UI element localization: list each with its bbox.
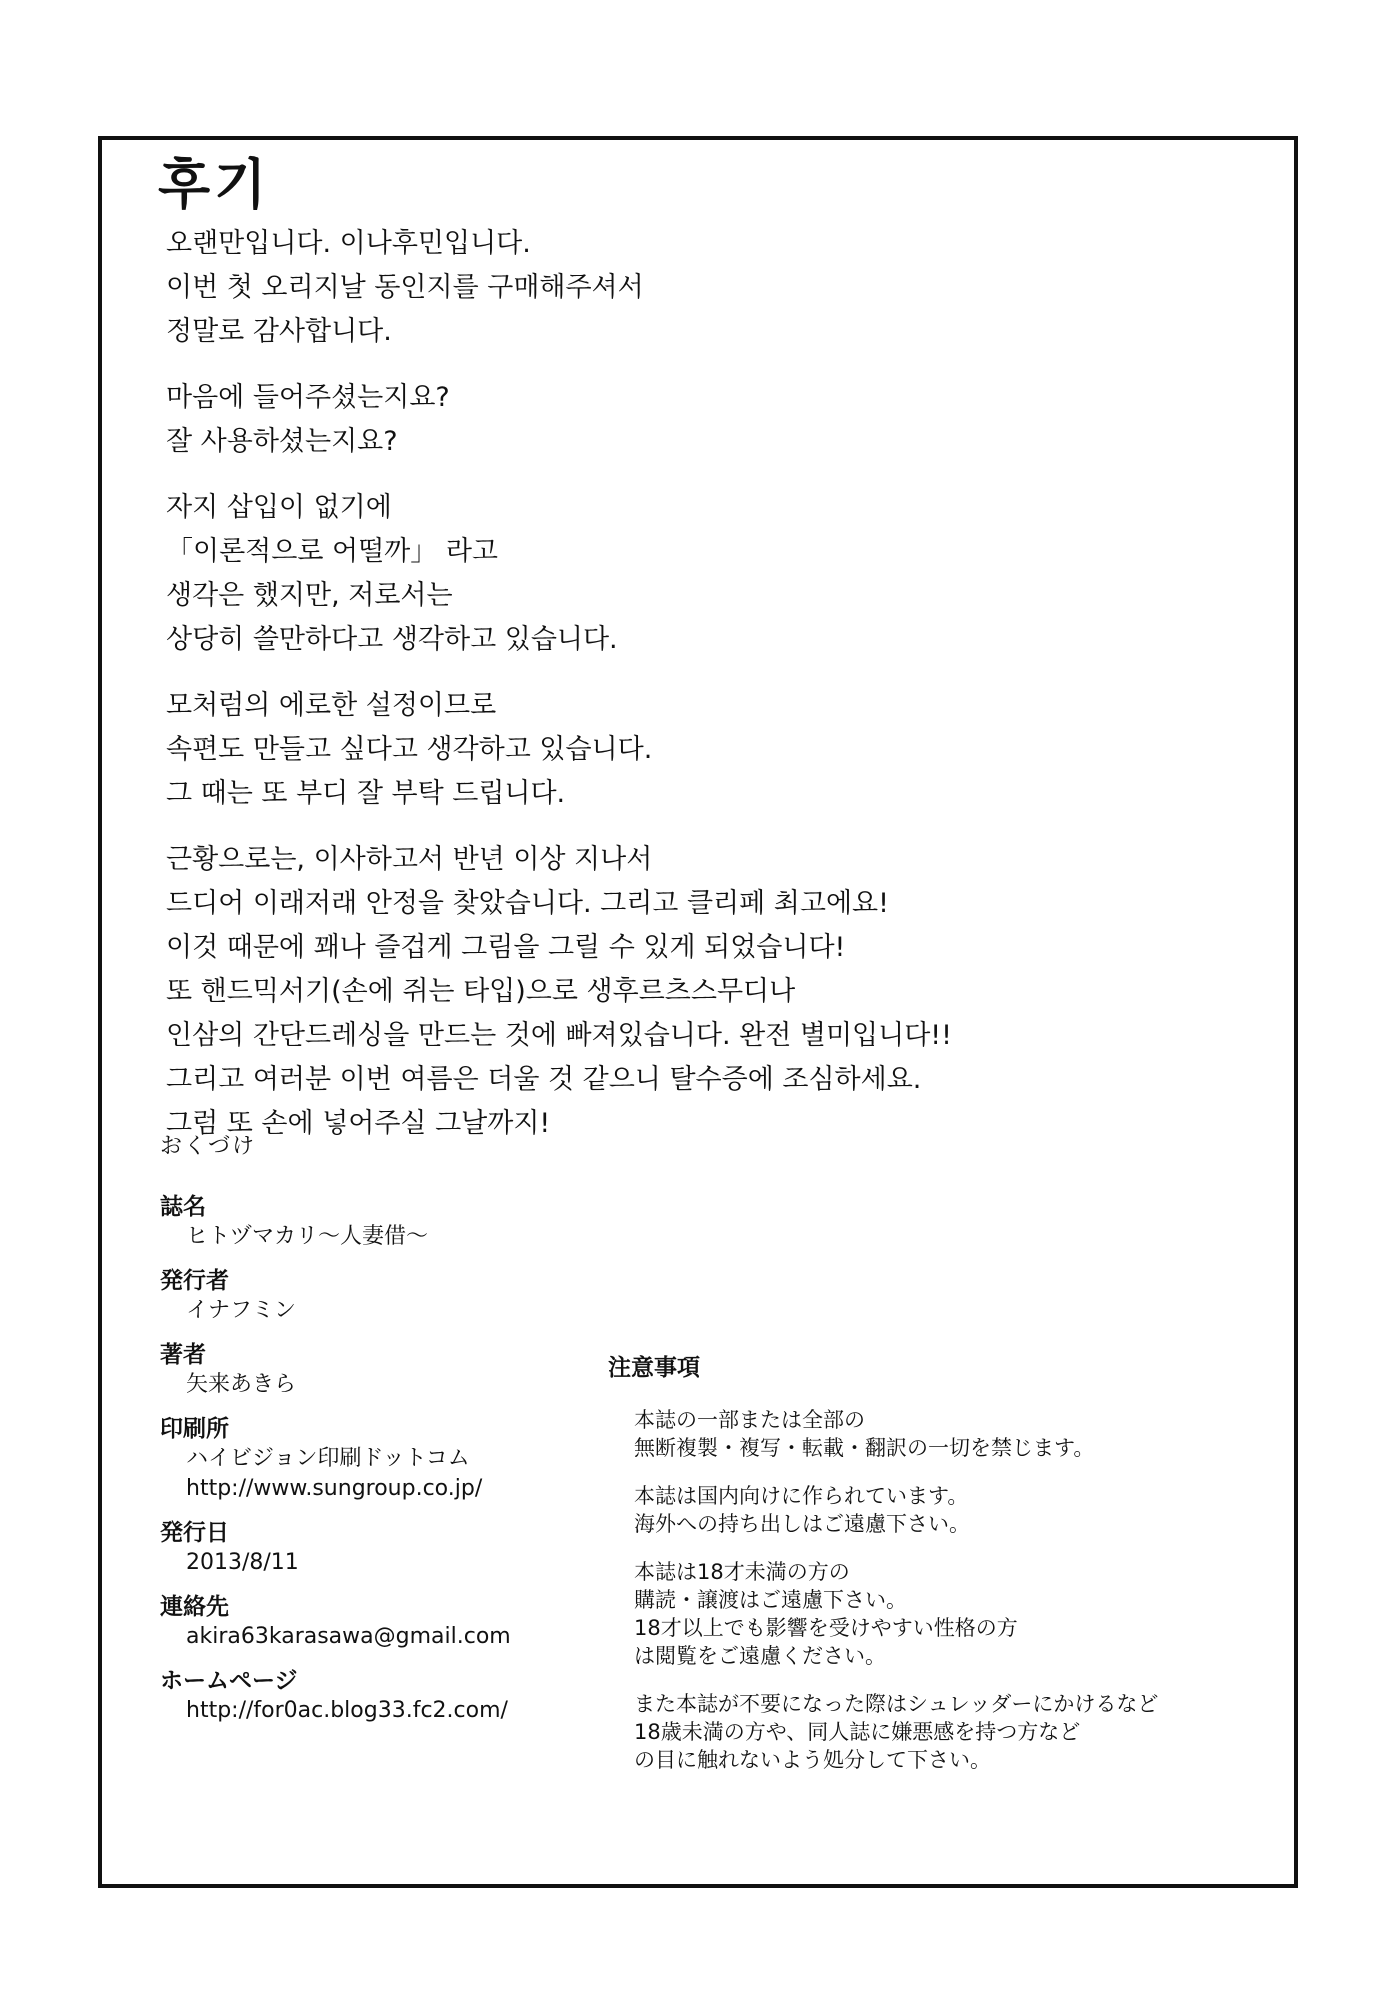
afterword-line: 인삼의 간단드레싱을 만드는 것에 빠져있습니다. 완전 별미입니다!! <box>166 1020 952 1051</box>
notice-line: 本誌は国内向けに作られています。 <box>634 1484 969 1508</box>
afterword-title: 후기 <box>158 153 271 216</box>
colophon-entry-title <box>160 1192 580 1252</box>
entry-label: 発行者 <box>160 1268 229 1294</box>
notice-line: また本誌が不要になった際はシュレッダーにかけるなど <box>634 1692 1159 1716</box>
afterword-paragraph <box>166 376 1266 464</box>
colophon <box>160 1132 580 1740</box>
notice-line: 本誌は18才未満の方の <box>634 1560 850 1584</box>
afterword-line: 드디어 이래저래 안정을 찾았습니다. 그리고 클리페 최고에요! <box>166 888 889 919</box>
notice-line: は閲覧をご遠慮ください。 <box>634 1644 886 1668</box>
afterword-line: 모처럼의 에로한 설정이므로 <box>166 690 497 721</box>
afterword-line: 「이론적으로 어떨까」 라고 <box>166 536 498 567</box>
colophon-entry-date <box>160 1518 580 1578</box>
notice-line: 本誌の一部または全部の <box>634 1408 865 1432</box>
entry-label: ホームページ <box>160 1668 298 1694</box>
afterword-line: 그럼 또 손에 넣어주실 그날까지! <box>166 1108 551 1139</box>
notice-block <box>608 1482 1288 1538</box>
entry-value: ハイビジョン印刷ドットコム <box>186 1446 470 1471</box>
colophon-entry-homepage <box>160 1666 580 1726</box>
afterword-line: 그 때는 또 부디 잘 부탁 드립니다. <box>166 778 566 809</box>
afterword-paragraph <box>166 838 1266 1146</box>
notice-line: 18歳未満の方や、同人誌に嫌悪感を持つ方など <box>634 1720 1081 1744</box>
entry-value: 2013/8/11 <box>186 1550 299 1575</box>
notice-line: 購読・譲渡はご遠慮下さい。 <box>634 1588 907 1612</box>
entry-value: イナフミン <box>186 1298 297 1323</box>
afterword-line: 그리고 여러분 이번 여름은 더울 것 같으니 탈수증에 조심하세요. <box>166 1064 922 1095</box>
colophon-entry-contact <box>160 1592 580 1652</box>
colophon-entry-publisher <box>160 1266 580 1326</box>
afterword-paragraph <box>166 486 1266 662</box>
notice-block <box>608 1690 1288 1774</box>
colophon-entry-printer <box>160 1414 580 1504</box>
entry-label: 発行日 <box>160 1520 229 1546</box>
entry-label: 誌名 <box>160 1194 206 1220</box>
notice-section <box>608 1352 1288 1794</box>
afterword-line: 이것 때문에 꽤나 즐겁게 그림을 그릴 수 있게 되었습니다! <box>166 932 846 963</box>
entry-value: 矢来あきら <box>186 1372 297 1397</box>
notice-line: 18才以上でも影響を受けやすい性格の方 <box>634 1616 1018 1640</box>
entry-label: 連絡先 <box>160 1594 229 1620</box>
printer-url: http://www.sungroup.co.jp/ <box>186 1476 483 1501</box>
afterword-line: 자지 삽입이 없기에 <box>166 492 392 523</box>
colophon-entry-author <box>160 1340 580 1400</box>
afterword-line: 마음에 들어주셨는지요? <box>166 382 450 413</box>
entry-label: 印刷所 <box>160 1416 229 1442</box>
notice-heading: 注意事項 <box>608 1355 700 1381</box>
afterword-line: 또 핸드믹서기(손에 쥐는 타입)으로 생후르츠스무디나 <box>166 976 796 1007</box>
homepage-url: http://for0ac.blog33.fc2.com/ <box>186 1698 508 1723</box>
afterword-line: 정말로 감사합니다. <box>166 316 392 347</box>
afterword-body <box>166 222 1266 1168</box>
afterword-line: 잘 사용하셨는지요? <box>166 426 398 457</box>
entry-label: 著者 <box>160 1342 206 1368</box>
notice-line: 海外への持ち出しはご遠慮下さい。 <box>634 1512 970 1536</box>
notice-block <box>608 1558 1288 1670</box>
afterword-line: 생각은 했지만, 저로서는 <box>166 580 453 611</box>
notice-line: の目に触れないよう処分して下さい。 <box>634 1748 991 1772</box>
contact-email: akira63karasawa@gmail.com <box>186 1624 511 1649</box>
afterword-line: 근황으로는, 이사하고서 반년 이상 지나서 <box>166 844 653 875</box>
afterword-paragraph <box>166 684 1266 816</box>
afterword-line: 이번 첫 오리지날 동인지를 구매해주셔서 <box>166 272 644 303</box>
afterword-line: 속편도 만들고 싶다고 생각하고 있습니다. <box>166 734 653 765</box>
afterword-paragraph <box>166 222 1266 354</box>
afterword-line: 상당히 쓸만하다고 생각하고 있습니다. <box>166 624 618 655</box>
entry-value: ヒトヅマカリ〜人妻借〜 <box>186 1224 429 1249</box>
notice-block <box>608 1406 1288 1462</box>
colophon-heading: おくづけ <box>160 1134 257 1159</box>
afterword-line: 오랜만입니다. 이나후민입니다. <box>166 228 531 259</box>
notice-line: 無断複製・複写・転載・翻訳の一切を禁じます。 <box>634 1436 1095 1460</box>
